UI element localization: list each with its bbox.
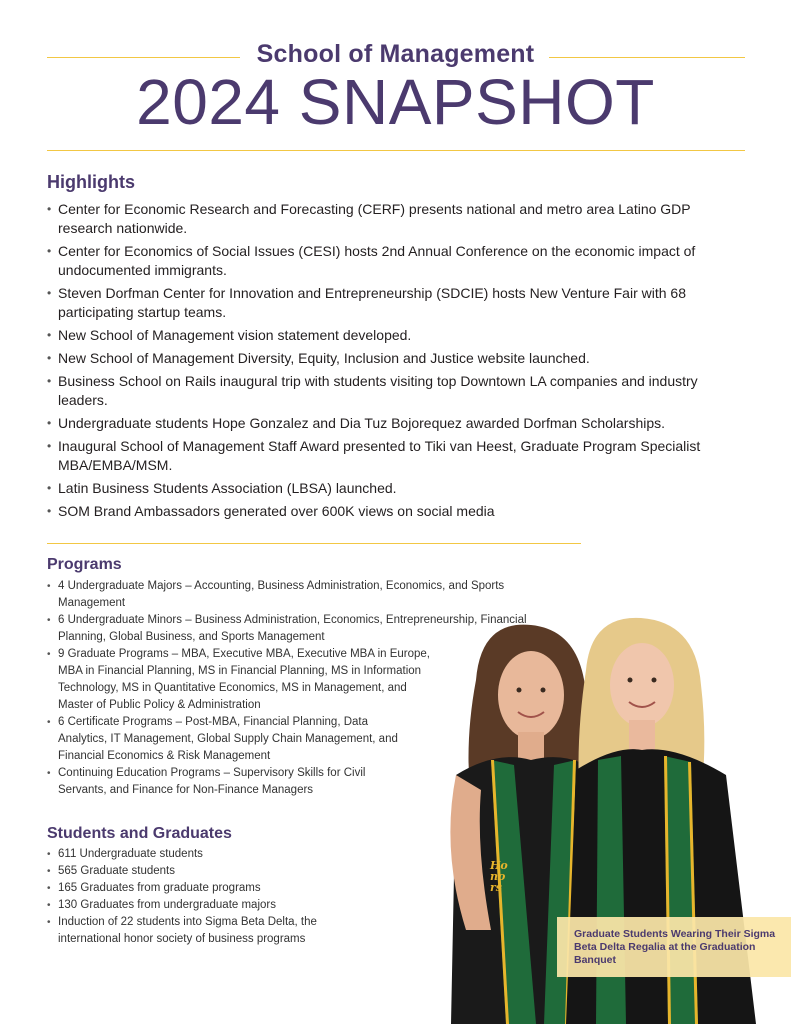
list-item: • Inaugural School of Management Staff Award presented to Tiki van Heest, Graduate Program Specialist MBA/EMBA/MSM. bbox=[47, 437, 737, 475]
list-item: • 611 Undergraduate students bbox=[47, 846, 377, 863]
list-item: • Latin Business Students Association (LBSA) launched. bbox=[47, 479, 737, 498]
highlights-heading: Highlights bbox=[47, 172, 135, 192]
header-kicker: School of Management bbox=[256, 40, 535, 68]
list-item: • Business School on Rails inaugural trip with students visiting top Downtown LA companies and industry leaders. bbox=[47, 372, 737, 410]
photo-caption: Graduate Students Wearing Their Sigma Beta Delta Regalia at the Graduation Banquet bbox=[574, 928, 776, 966]
section-divider bbox=[47, 543, 581, 544]
list-item: • Undergraduate students Hope Gonzalez and Dia Tuz Bojorequez awarded Dorfman Scholarships. bbox=[47, 414, 737, 433]
students-list bbox=[47, 846, 377, 948]
list-item: • Induction of 22 students into Sigma Beta Delta, the international honor society of business programs bbox=[47, 914, 377, 948]
list-item: • 6 Certificate Programs – Post-MBA, Financial Planning, Data Analytics, IT Management, Global Supply Chain Management, and Financial Economics & Risk Management bbox=[47, 714, 408, 765]
list-item: • 9 Graduate Programs – MBA, Executive MBA, Executive MBA in Europe, MBA in Financial Planning, MS in Financial Planning, MS in Information Technology, MS in Quantitative Economics, MS in Management, and Master of Public Policy & Administration bbox=[47, 646, 438, 714]
header-rule-bottom bbox=[47, 150, 745, 151]
list-item: • Center for Economics of Social Issues (CESI) hosts 2nd Annual Conference on the economic impact of undocumented immigrants. bbox=[47, 242, 737, 280]
list-item: • 165 Graduates from graduate programs bbox=[47, 880, 377, 897]
list-item: • 130 Graduates from undergraduate majors bbox=[47, 897, 377, 914]
list-item: • New School of Management vision statement developed. bbox=[47, 326, 737, 345]
programs-heading: Programs bbox=[47, 556, 122, 573]
page-title: 2024 SNAPSHOT bbox=[136, 66, 655, 138]
list-item: • Steven Dorfman Center for Innovation and Entrepreneurship (SDCIE) hosts New Venture Fair with 68 participating startup teams. bbox=[47, 284, 737, 322]
list-item: • Continuing Education Programs – Supervisory Skills for Civil Servants, and Finance for Non-Finance Managers bbox=[47, 765, 388, 799]
highlights-list bbox=[47, 200, 737, 525]
list-item: • 6 Undergraduate Minors – Business Administration, Economics, Entrepreneurship, Financial Planning, Global Business, and Sports Management bbox=[47, 612, 537, 646]
stole-lettering: Honors bbox=[490, 859, 508, 894]
list-item: • New School of Management Diversity, Equity, Inclusion and Justice website launched. bbox=[47, 349, 737, 368]
list-item: • 4 Undergraduate Majors – Accounting, Business Administration, Economics, and Sports Management bbox=[47, 578, 537, 612]
list-item: • Center for Economic Research and Forecasting (CERF) presents national and metro area Latino GDP research nationwide. bbox=[47, 200, 737, 238]
students-heading: Students and Graduates bbox=[47, 825, 232, 842]
list-item: • 565 Graduate students bbox=[47, 863, 377, 880]
list-item: • SOM Brand Ambassadors generated over 600K views on social media bbox=[47, 502, 737, 521]
